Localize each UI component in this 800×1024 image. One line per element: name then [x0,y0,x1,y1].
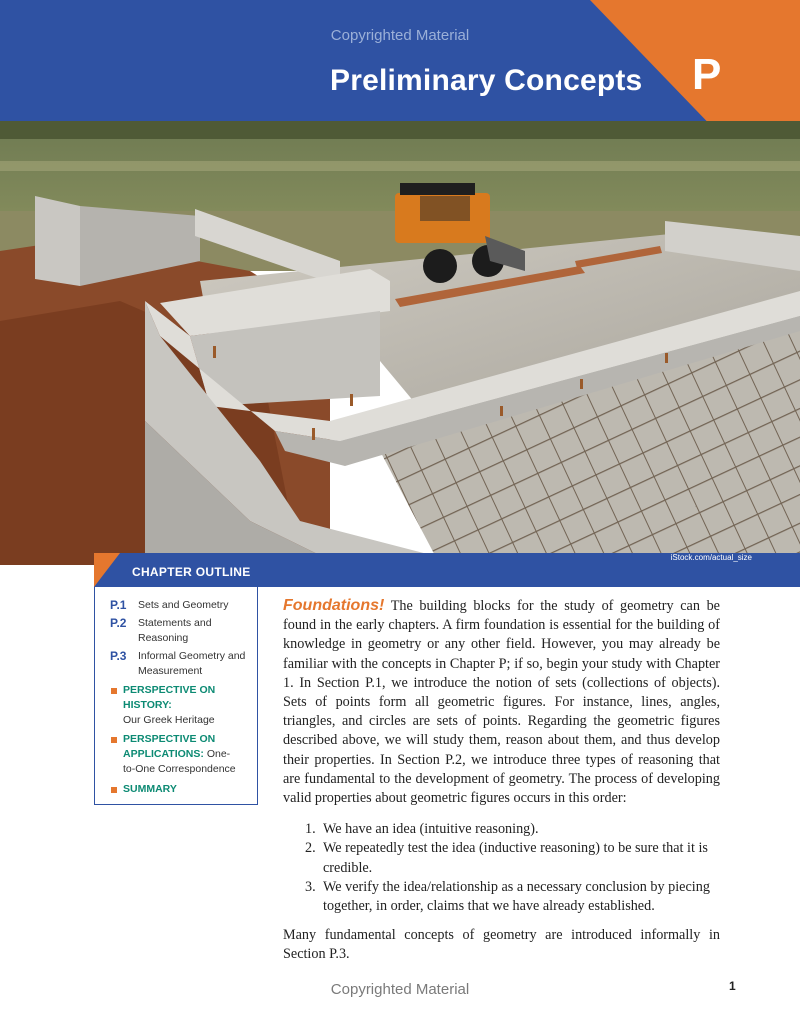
chapter-letter: P [692,50,722,99]
perspective-label: PERSPECTIVE ON APPLICATIONS: [123,733,216,760]
page-number: 1 [729,979,736,993]
step-number: 3. [305,878,316,895]
summary-label: SUMMARY [123,783,177,795]
square-bullet-icon [111,787,117,793]
intro-paragraph [283,596,720,808]
step-text: We have an idea (intuitive reasoning). [323,821,539,838]
perspective-text: One-to-One Correspondence [123,748,236,775]
section-number: P.2 [110,616,127,630]
steps-list [283,820,720,916]
watermark-bottom: Copyrighted Material [330,981,470,998]
photo-credit: iStock.com/actual_size [670,553,752,562]
watermark-top: Copyrighted Material [330,27,470,44]
step-text: We verify the idea/relationship as a necessary conclusion by piecing together, in order, claims that we have already established. [323,878,710,915]
section-title: Informal Geometry and Measurement [138,650,246,677]
page-title: Preliminary Concepts [330,64,643,97]
section-title: Sets and Geometry [138,599,229,611]
section-number: P.1 [110,598,127,612]
chapter-outline-heading: CHAPTER OUTLINE [132,565,251,579]
step-text: We repeatedly test the idea (inductive reasoning) to be sure that it is credible. [323,840,708,876]
square-bullet-icon [111,737,117,743]
square-bullet-icon [111,688,117,694]
section-number: P.3 [110,649,127,663]
section-title: Statements and Reasoning [138,617,212,644]
intro-text: The building blocks for the study of geometry can be found in the early chapters. A firm foundation is essential for the building of knowledge in geometry or any other field. However, you may already be familiar with the concepts in Chapter P; if so, begin your study with Chapter 1. In Section P.1, we introduce the notion of sets (collections of objects). Sets of points form all geometric figures. For instance, lines, angles, triangles, and circles are sets of points. Regarding the geometric figures described above, we will study them, reason about them, and thus develop their properties. In Section P.2, we introduce three types of reasoning that are fundamental to the development of geometry. The process of developing valid properties about geometric figures occurs in this order: [283,598,720,807]
closing-paragraph: Many fundamental concepts of geometry are introduced informally in Section P.3. [283,927,720,963]
perspective-text: Our Greek Heritage [123,714,215,726]
step-number: 2. [305,840,316,857]
list-item [283,820,720,839]
perspective-label: PERSPECTIVE ON HISTORY: [123,684,216,711]
body-text [283,596,720,965]
foundation-photo [0,121,800,565]
list-item [283,878,720,916]
lead-word: Foundations! [283,597,385,614]
list-item [283,839,720,877]
step-number: 1. [305,821,316,838]
